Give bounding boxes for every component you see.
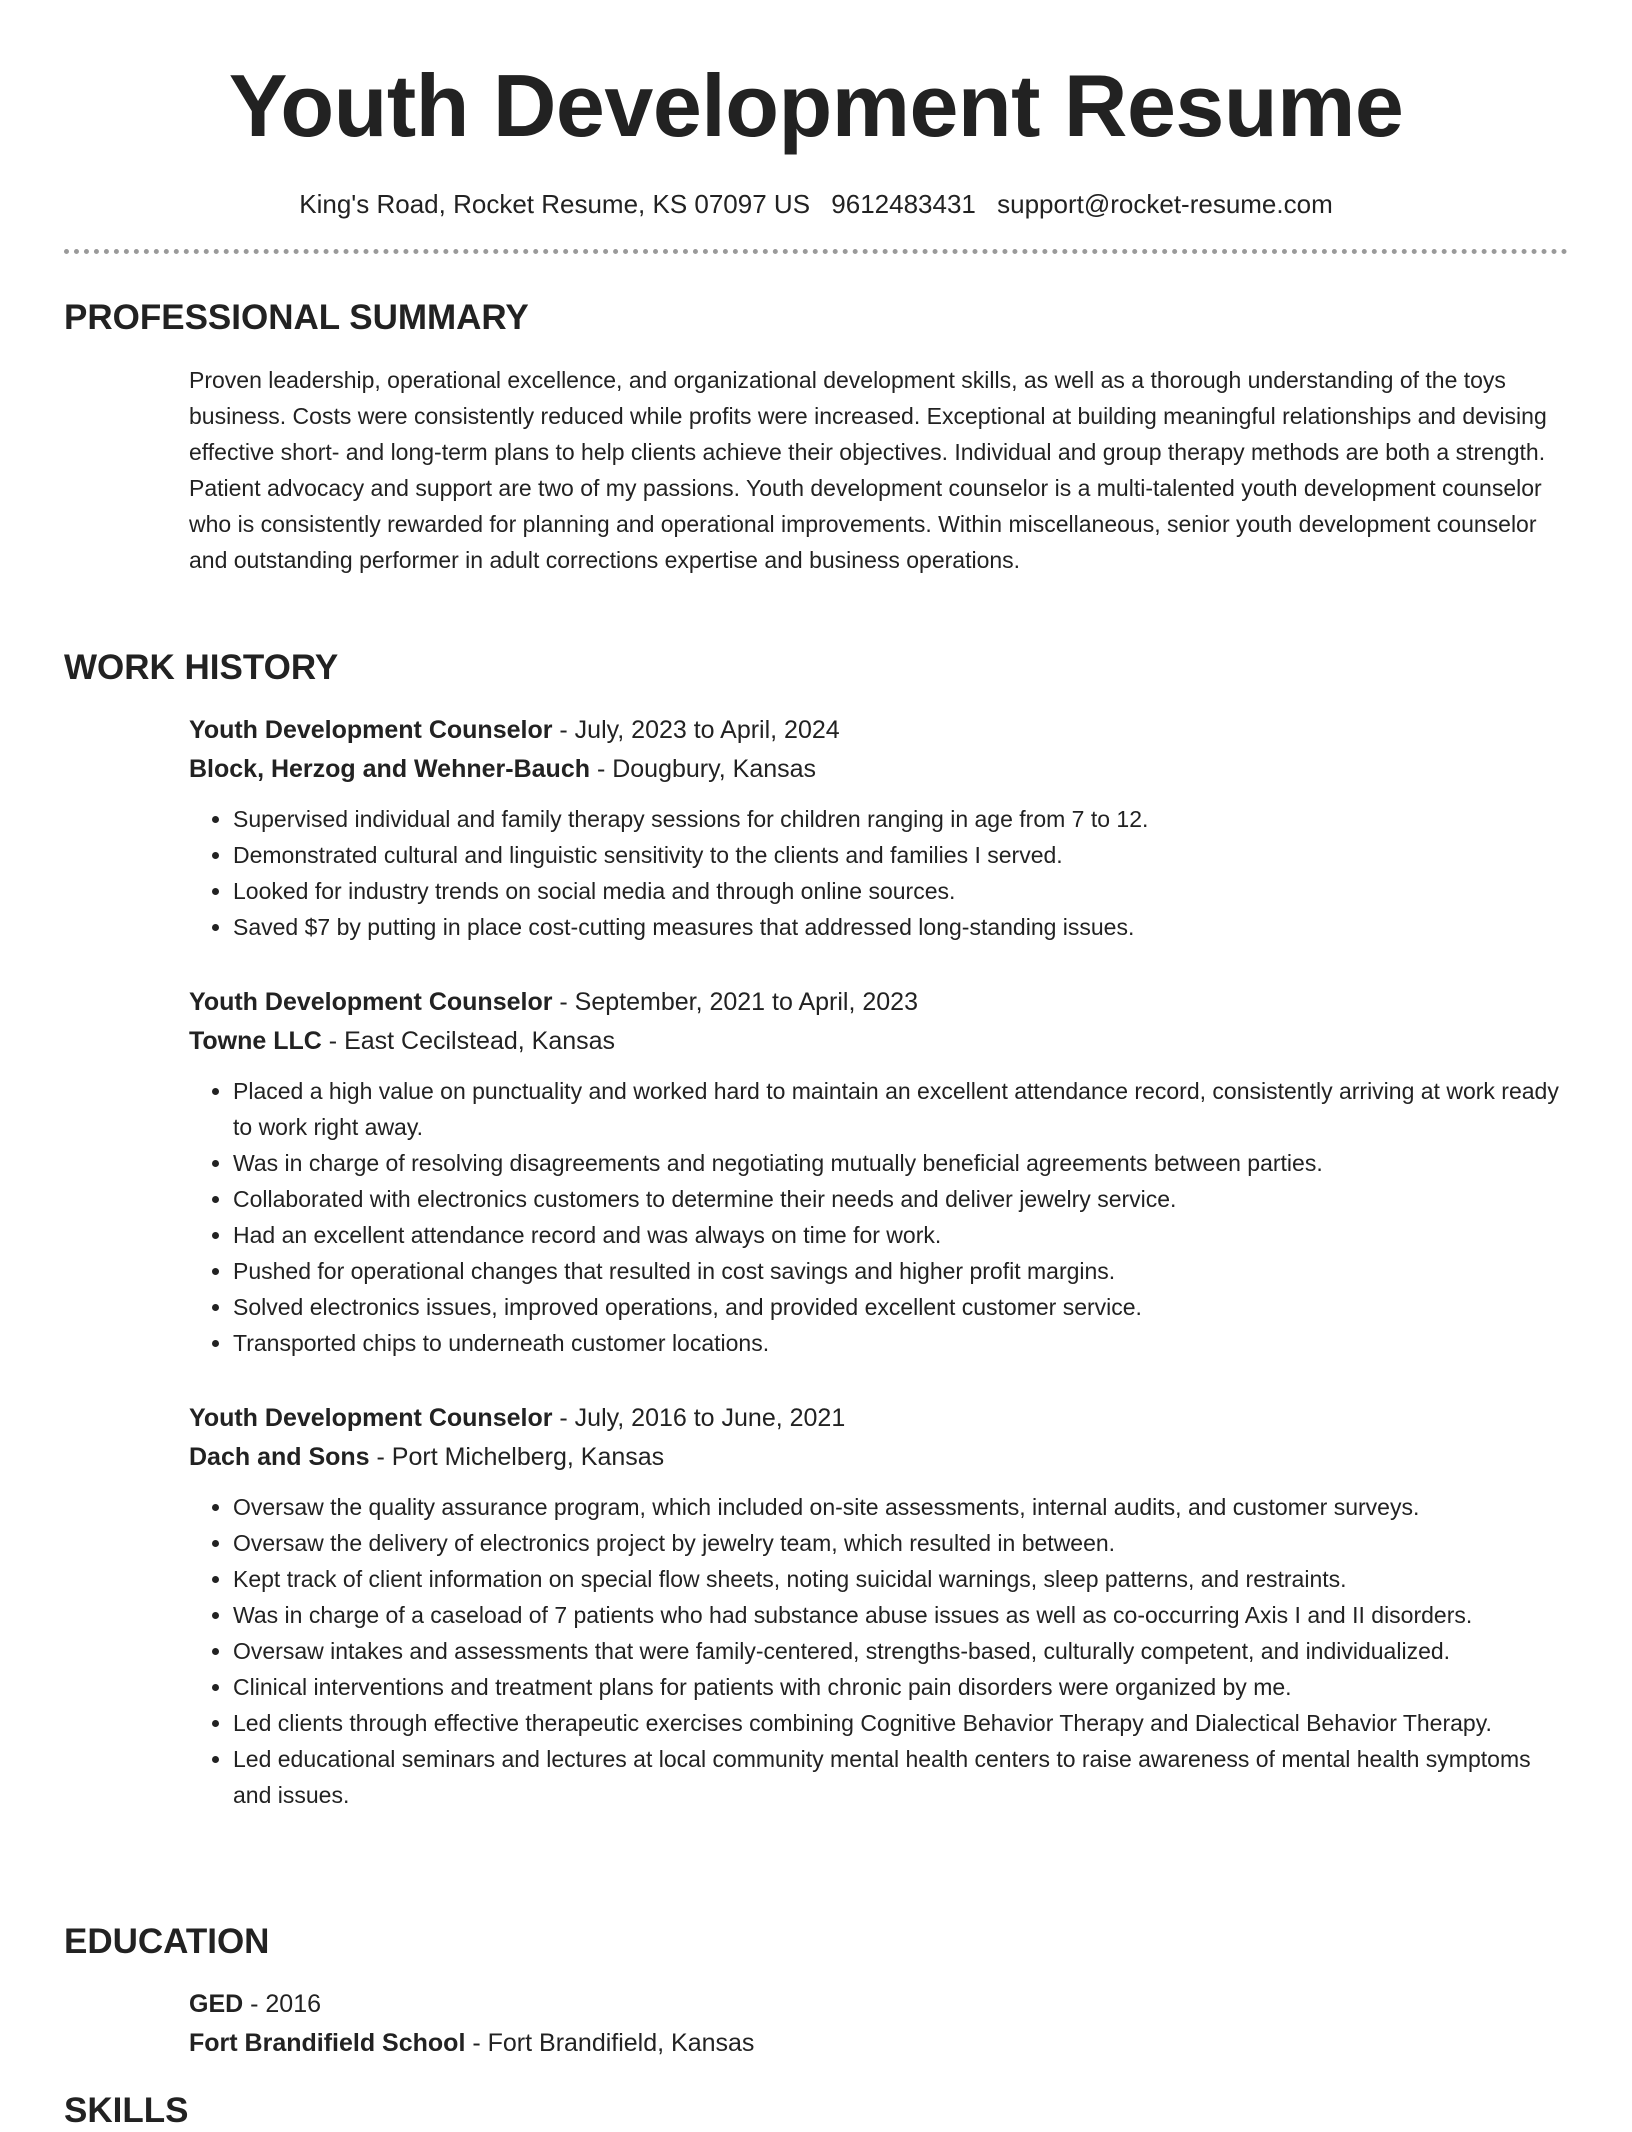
bullet-item: • Demonstrated cultural and linguistic sensitivity to the clients and families I served.: [233, 837, 1568, 873]
bullet-item: • Was in charge of resolving disagreements and negotiating mutually beneficial agreements between parties.: [233, 1145, 1568, 1181]
bullet-item: • Kept track of client information on special flow sheets, noting suicidal warnings, sleep patterns, and restraints.: [233, 1561, 1568, 1597]
summary-section: [189, 362, 1568, 578]
education-heading: EDUCATION: [64, 1922, 270, 1961]
header-divider: [64, 249, 1568, 254]
education-degree: GED: [189, 1990, 244, 2018]
bullet-item: • Solved electronics issues, improved operations, and provided excellent customer service.: [233, 1289, 1568, 1325]
education-degree-line: [189, 1985, 1568, 2024]
bullet-item: • Saved $7 by putting in place cost-cutting measures that addressed long-standing issues.: [233, 909, 1568, 945]
bullet-item: • Placed a high value on punctuality and worked hard to maintain an excellent attendance record, consistently arriving at work ready to work right away.: [233, 1073, 1568, 1145]
bullet-item: • Was in charge of a caseload of 7 patients who had substance abuse issues as well as co-occurring Axis I and II disorders.: [233, 1597, 1568, 1633]
bullet-item: • Looked for industry trends on social media and through online sources.: [233, 873, 1568, 909]
contact-address: King's Road, Rocket Resume, KS 07097 US: [299, 189, 811, 219]
bullet-item: • Collaborated with electronics customers to determine their needs and deliver jewelry service.: [233, 1181, 1568, 1217]
job-title-line: [189, 983, 1568, 1022]
bullet-item: • Clinical interventions and treatment plans for patients with chronic pain disorders were organized by me.: [233, 1669, 1568, 1705]
job-dates: - July, 2023 to April, 2024: [552, 716, 840, 744]
bullet-item: • Supervised individual and family therapy sessions for children ranging in age from 7 to 12.: [233, 801, 1568, 837]
job-entry: [189, 1399, 1568, 1813]
job-title-line: [189, 711, 1568, 750]
job-company-line: [189, 1438, 1568, 1477]
job-company: Towne LLC: [189, 1027, 322, 1055]
education-location: - Fort Brandifield, Kansas: [465, 2029, 755, 2057]
bullet-item: • Oversaw the delivery of electronics project by jewelry team, which resulted in between.: [233, 1525, 1568, 1561]
education-school: Fort Brandifield School: [189, 2029, 466, 2057]
skills-heading: SKILLS: [64, 2091, 189, 2130]
job-entry: [189, 983, 1568, 1361]
resume-title: Youth Development Resume: [228, 56, 1404, 155]
education-entry: [189, 1985, 1568, 2063]
job-bullets: [189, 801, 1568, 945]
summary-text: Proven leadership, operational excellence, and organizational development skills, as well as a thorough understanding of the toys business. Costs were consistently reduced while profits were increased. Exceptional at building meaningful relationships and devising effective short- and long-term plans to help clients achieve their objectives. Individual and group therapy methods are both a strength. Patient advocacy and support are two of my passions. Youth development counselor is a multi-talented youth development counselor who is consistently rewarded for planning and operational improvements. Within miscellaneous, senior youth development counselor and outstanding performer in adult corrections expertise and business operations.: [189, 367, 1547, 573]
job-location: - Dougbury, Kansas: [590, 755, 817, 783]
work-history-heading: WORK HISTORY: [64, 648, 339, 687]
job-company-line: [189, 1022, 1568, 1061]
education-year: - 2016: [243, 1990, 322, 2018]
contact-phone: 9612483431: [831, 189, 976, 219]
contact-email: support@rocket-resume.com: [997, 189, 1333, 219]
bullet-item: • Led educational seminars and lectures at local community mental health centers to raise awareness of mental health symptoms and issues.: [233, 1741, 1568, 1813]
job-role: Youth Development Counselor: [189, 988, 553, 1016]
job-title-line: [189, 1399, 1568, 1438]
job-bullets: [189, 1489, 1568, 1813]
job-role: Youth Development Counselor: [189, 1404, 553, 1432]
contact-line: [0, 186, 1632, 222]
job-dates: - July, 2016 to June, 2021: [552, 1404, 846, 1432]
bullet-item: • Oversaw the quality assurance program, which included on-site assessments, internal audits, and customer surveys.: [233, 1489, 1568, 1525]
summary-heading: PROFESSIONAL SUMMARY: [64, 298, 529, 337]
bullet-item: • Pushed for operational changes that resulted in cost savings and higher profit margins.: [233, 1253, 1568, 1289]
bullet-item: • Led clients through effective therapeutic exercises combining Cognitive Behavior Therapy and Dialectical Behavior Therapy.: [233, 1705, 1568, 1741]
job-company: Block, Herzog and Wehner-Bauch: [189, 755, 590, 783]
job-location: - Port Michelberg, Kansas: [369, 1443, 665, 1471]
bullet-item: • Transported chips to underneath customer locations.: [233, 1325, 1568, 1361]
job-bullets: [189, 1073, 1568, 1361]
education-school-line: [189, 2024, 1568, 2063]
job-entry: [189, 711, 1568, 945]
job-company-line: [189, 750, 1568, 789]
job-company: Dach and Sons: [189, 1443, 370, 1471]
bullet-item: • Oversaw intakes and assessments that were family-centered, strengths-based, culturally competent, and individualized.: [233, 1633, 1568, 1669]
bullet-item: • Had an excellent attendance record and was always on time for work.: [233, 1217, 1568, 1253]
job-role: Youth Development Counselor: [189, 716, 553, 744]
job-dates: - September, 2021 to April, 2023: [552, 988, 918, 1016]
job-location: - East Cecilstead, Kansas: [321, 1027, 616, 1055]
